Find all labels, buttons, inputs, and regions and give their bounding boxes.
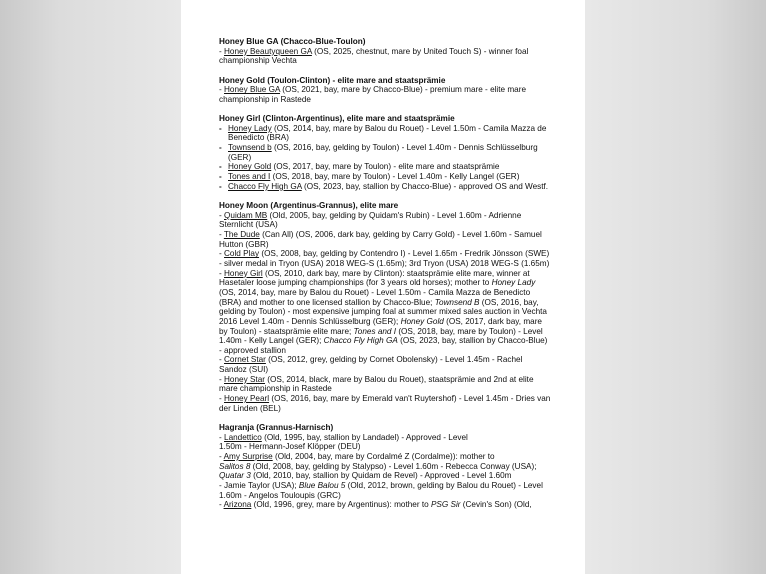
pedigree-section	[219, 114, 551, 191]
horse-name-italic: Honey Gold	[400, 316, 444, 326]
offspring-entry	[219, 433, 551, 452]
entry-text: -	[219, 355, 225, 365]
offspring-entry	[219, 375, 551, 394]
entry-text: -	[219, 85, 225, 95]
offspring-entry	[219, 211, 551, 230]
entry-text: -	[219, 432, 225, 442]
entry-text: (Old, 1995, bay, stallion by Landadel) - Approved - Level	[261, 432, 468, 442]
pedigree-section	[219, 201, 551, 413]
offspring-entry	[219, 230, 551, 249]
horse-name-link[interactable]: Arizona	[223, 500, 252, 510]
entry-text: (Can All) (OS, 2006, dark bay, gelding by Carry Gold) - Level 1.60m - Samuel Hutton (GBR)	[219, 229, 542, 249]
pedigree-section	[219, 423, 551, 510]
offspring-entry	[219, 85, 551, 104]
horse-name-link[interactable]: Cold Play	[224, 249, 260, 259]
horse-name-link[interactable]: Honey Pearl	[224, 394, 270, 404]
horse-name-link[interactable]: Landettico	[224, 432, 262, 442]
entry-text: (OS, 2017, dark bay, mare by Toulon) - staatsprämie elite mare;	[219, 316, 542, 336]
bullet-entry	[219, 172, 551, 182]
bullet-entry	[219, 124, 551, 143]
offspring-entry	[219, 249, 551, 268]
entry-text: (OS, 2018, bay, mare by Toulon) - Level 1.40m - Kelly Langel (GER);	[219, 326, 543, 346]
offspring-entry	[219, 481, 551, 500]
horse-name-link[interactable]: Townsend b	[228, 143, 272, 153]
entry-text: -	[219, 374, 225, 384]
horse-name-link[interactable]: Honey Beautyqueen GA	[224, 46, 312, 56]
horse-name-link[interactable]: Honey Lady	[228, 123, 272, 133]
horse-name-link[interactable]: Quidam MB	[224, 210, 268, 220]
horse-name-link[interactable]: Honey Blue GA	[224, 85, 280, 95]
horse-name-link[interactable]: Chacco Fly High GA	[228, 181, 302, 191]
section-title: Honey Girl (Clinton-Argentinus), elite mare and staatsprämie	[219, 114, 455, 124]
entry-text: (OS, 2016, bay, gelding by Toulon) - Level 1.40m - Dennis Schlüsselburg (GER)	[228, 143, 538, 162]
entry-text: (OS, 2014, bay, mare by Balou du Rouet) - Level 1.50m - Camila Mazza de Benedicto (BRA)	[228, 123, 547, 143]
entry-text: (Old, 2010, bay, stallion by Quidam de Revel) - Approved - Level 1.60m	[250, 471, 512, 481]
entry-text: (Old, 2005, bay, gelding by Quidam's Rubin) - Level 1.60m - Adrienne Sternlicht (USA)	[219, 210, 522, 230]
section-title: Honey Gold (Toulon-Clinton) - elite mare and staatsprämie	[219, 75, 446, 85]
entry-text: (OS, 2010, dark bay, mare by Clinton): staatsprämie elite mare, winner at Hasetaler loose jumping championships (for 3 years old horses); mother to	[219, 268, 530, 288]
entry-text: -	[219, 229, 224, 239]
bullet-dash: -	[219, 123, 222, 133]
bullet-entry	[219, 162, 551, 172]
pedigree-section	[219, 76, 551, 105]
entry-text: (Old, 2004, bay, mare by Cordalmé Z (Cordalme)): mother to	[272, 451, 495, 461]
offspring-entry	[219, 269, 551, 356]
horse-name-link[interactable]: Honey Star	[224, 374, 265, 384]
bullet-dash: -	[219, 162, 222, 172]
horse-name-link[interactable]: Honey Girl	[224, 268, 263, 278]
bullet-dash: -	[219, 143, 222, 153]
horse-name-italic: Salitos 8	[219, 461, 251, 471]
entry-text: (OS, 2016, bay, gelding by Toulon) - most expensive jumping foal at summer mixed sales auction in Vechta 2016 Level 1.40m - Dennis Schlüsselburg (GER);	[219, 297, 547, 326]
horse-name-italic: PSG Sir	[430, 500, 461, 510]
bullet-entry	[219, 182, 551, 192]
entry-text: -	[219, 394, 225, 404]
entry-text: (OS, 2023, bay, stallion by Chacco-Blue) - approved stallion	[219, 336, 548, 355]
horse-name-italic: Quatar 3	[219, 471, 251, 481]
horse-name-italic: Tones and I	[353, 326, 397, 336]
document-content	[219, 37, 551, 520]
entry-text: (Old, 2008, bay, gelding by Stalypso) - Level 1.60m - Rebecca Conway (USA);	[250, 461, 537, 471]
horse-name-link[interactable]: The Dude	[223, 229, 260, 239]
section-title: Honey Blue GA (Chacco-Blue-Toulon)	[219, 37, 366, 46]
entry-text: (OS, 2018, bay, mare by Toulon) - Level 1.40m - Kelly Langel (GER)	[270, 172, 520, 182]
section-title: Hagranja (Grannus-Harnisch)	[219, 423, 334, 432]
offspring-entry	[219, 47, 551, 66]
entry-text: 1.50m - Hermann-Josef Klöpper (DEU)	[219, 442, 361, 452]
bullet-dash: -	[219, 172, 222, 182]
horse-name-italic: Blue Balou 5	[298, 480, 346, 490]
horse-name-italic: Chacco Fly High GA	[323, 336, 398, 346]
horse-name-link[interactable]: Amy Surprise	[223, 451, 273, 461]
entry-text: -	[219, 500, 224, 510]
entry-text: (OS, 2012, grey, gelding by Cornet Obolensky) - Level 1.45m - Rachel Sandoz (SUI)	[219, 355, 523, 375]
entry-text: (Old, 1996, grey, mare by Argentinus): mother to	[251, 500, 431, 510]
horse-name-link[interactable]: Tones and I	[228, 172, 271, 182]
entry-text: -	[219, 46, 225, 56]
entry-text: (Old, 2012, brown, gelding by Balou du Rouet) - Level 1.60m - Angelos Touloupis (GRC)	[219, 480, 543, 500]
entry-text: (OS, 2014, bay, mare by Balou du Rouet) - Level 1.50m - Camila Mazza de Benedicto (BRA) and mother to one licensed stallion by Chacco-Blue;	[219, 287, 531, 307]
offspring-entry	[219, 355, 551, 374]
entry-text: (OS, 2014, black, mare by Balou du Rouet), staatsprämie and 2nd at elite mare championship in Rastede	[219, 374, 534, 394]
entry-text: (OS, 2021, bay, mare by Chacco-Blue) - premium mare - elite mare championship in Rastede	[219, 85, 527, 104]
entry-text: -	[219, 451, 224, 461]
entry-text: - Jamie Taylor (USA);	[219, 480, 299, 490]
offspring-entry	[219, 394, 551, 413]
section-title: Honey Moon (Argentinus-Grannus), elite mare	[219, 200, 399, 210]
offspring-entry	[219, 452, 551, 481]
offspring-entry	[219, 500, 551, 510]
bullet-dash: -	[219, 181, 222, 191]
horse-name-italic: Townsend B	[434, 297, 480, 307]
entry-text: -	[219, 249, 225, 259]
bullet-entry	[219, 143, 551, 162]
document-page	[181, 0, 585, 574]
entry-text: (OS, 2017, bay, mare by Toulon) - elite mare and staatsprämie	[271, 162, 500, 172]
entry-text: (OS, 2016, bay, mare by Emerald van't Ruytershof) - Level 1.45m - Dries van der Linden (BEL)	[219, 394, 551, 413]
horse-name-link[interactable]: Honey Gold	[228, 162, 272, 172]
entry-text: -	[219, 268, 225, 278]
pedigree-section	[219, 37, 551, 66]
entry-text: (Cevin's Son) (Old,	[460, 500, 532, 510]
entry-text: (OS, 2025, chestnut, mare by United Touch S) - winner foal championship Vechta	[219, 46, 529, 66]
entry-text: (OS, 2008, bay, gelding by Contendro I) - Level 1.65m - Fredrik Jönsson (SWE) - silver medal in Tryon (USA) 2018 WEG-S (1.65m); 3rd Tryon (USA) 2018 WEG-S (1.65m)	[219, 249, 550, 268]
entry-text: -	[219, 210, 225, 220]
horse-name-link[interactable]: Cornet Star	[224, 355, 266, 365]
entry-text: (OS, 2023, bay, stallion by Chacco-Blue) - approved OS and Westf.	[301, 181, 549, 191]
horse-name-italic: Honey Lady	[491, 278, 536, 288]
